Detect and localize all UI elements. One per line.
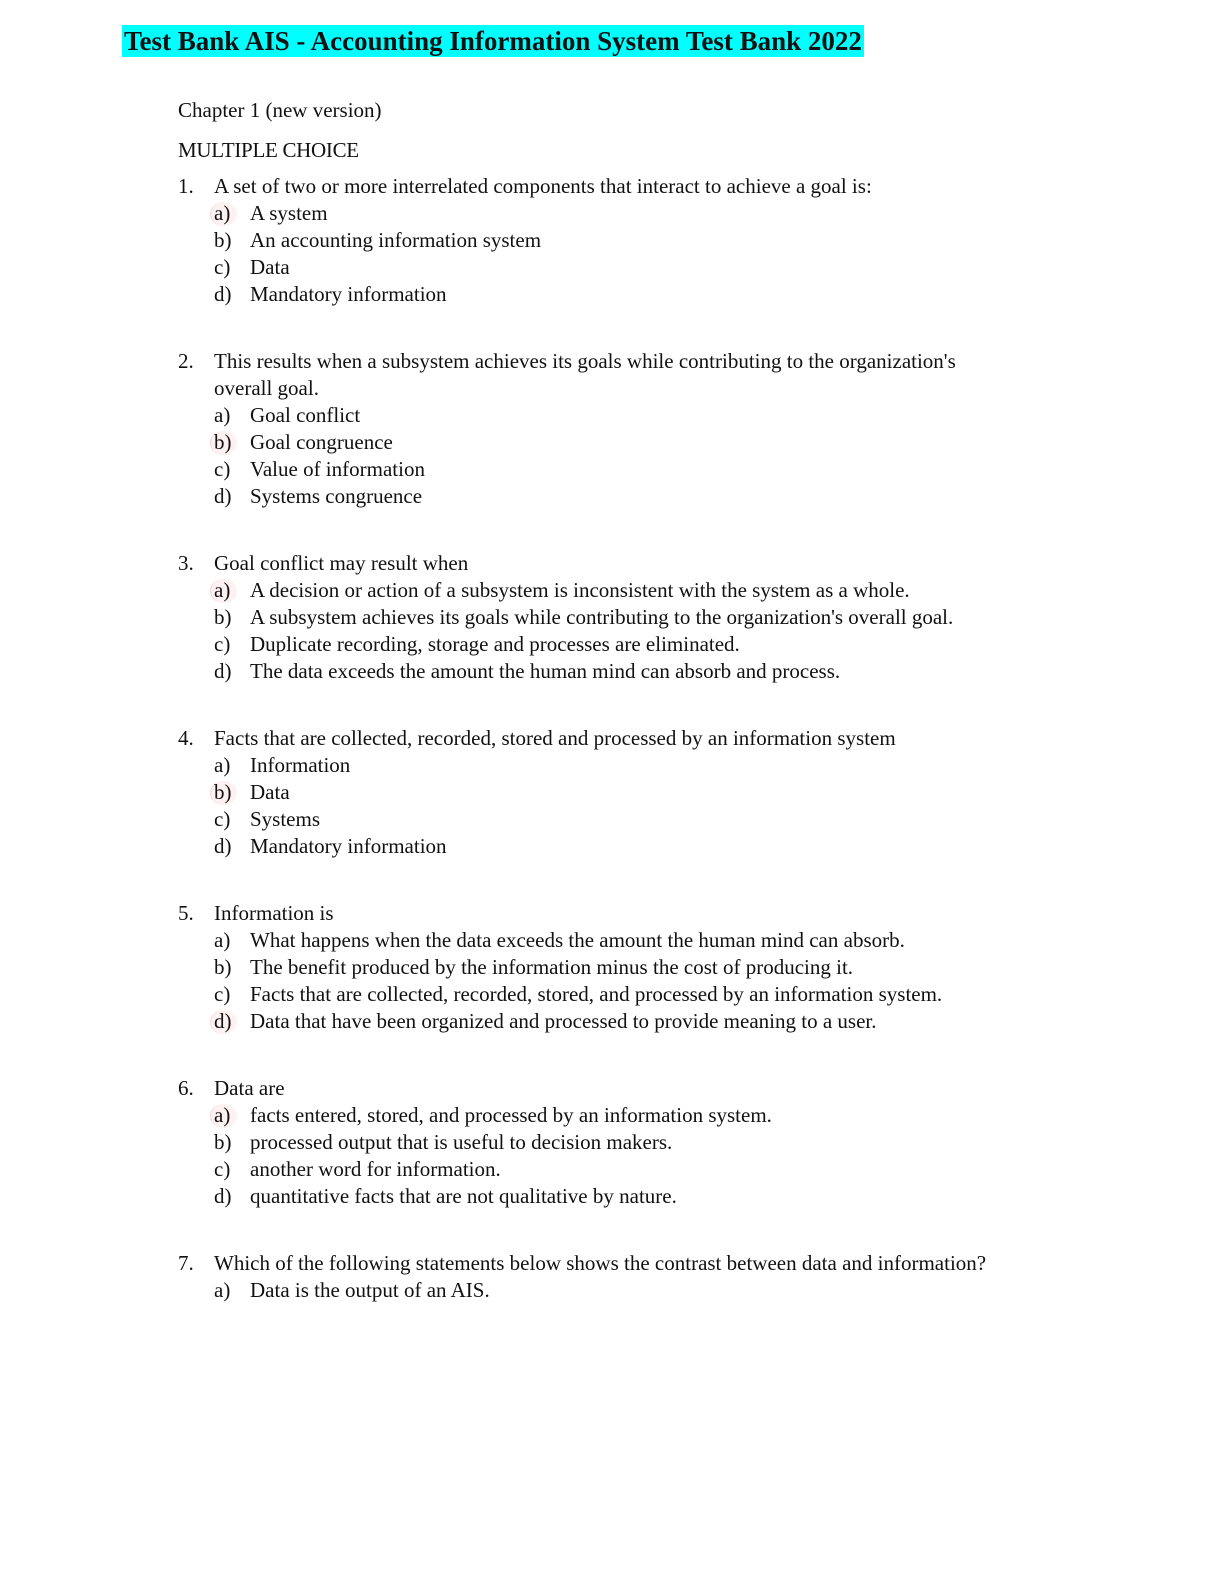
option-letter-box (214, 483, 250, 510)
option-letter: d) (214, 1009, 232, 1033)
answer-option (214, 833, 1078, 860)
option-letter-box (214, 1102, 250, 1129)
answer-option (214, 658, 1078, 685)
option-text: Facts that are collected, recorded, stored, and processed by an information system. (250, 982, 943, 1006)
option-text: What happens when the data exceeds the amount the human mind can absorb. (250, 928, 905, 952)
option-text: Duplicate recording, storage and processes are eliminated. (250, 632, 740, 656)
question-stem (178, 900, 1078, 927)
option-list (214, 402, 1078, 510)
document-body (178, 95, 1078, 1344)
answer-option (214, 429, 1078, 456)
option-text: Goal congruence (250, 430, 393, 454)
question-stem (178, 1250, 1078, 1277)
option-letter: d) (214, 1184, 232, 1208)
option-text: A subsystem achieves its goals while contributing to the organization's overall goal. (250, 605, 954, 629)
option-list (214, 927, 1078, 1035)
question-number: 6. (178, 1076, 194, 1100)
question-stem (178, 725, 1078, 752)
answer-option (214, 200, 1078, 227)
option-letter-box (214, 254, 250, 281)
option-list (214, 1277, 1078, 1304)
option-list (214, 200, 1078, 308)
option-text: Mandatory information (250, 834, 447, 858)
option-letter-box (214, 779, 250, 806)
option-letter: a) (214, 578, 231, 602)
question-text: Facts that are collected, recorded, stored and processed by an information system (214, 726, 896, 750)
option-text: quantitative facts that are not qualitative by nature. (250, 1184, 677, 1208)
option-letter-box (214, 227, 250, 254)
question-number: 7. (178, 1251, 194, 1275)
answer-option (214, 604, 1078, 631)
option-letter-box (214, 806, 250, 833)
option-text: facts entered, stored, and processed by an information system. (250, 1103, 772, 1127)
option-letter: c) (214, 982, 231, 1006)
option-letter-box (214, 577, 250, 604)
option-text: The benefit produced by the information minus the cost of producing it. (250, 955, 854, 979)
option-list (214, 1102, 1078, 1210)
chapter-heading: Chapter 1 (new version) (178, 98, 382, 122)
option-text: another word for information. (250, 1157, 501, 1181)
question-list (178, 173, 1078, 1304)
option-letter-box (214, 456, 250, 483)
question-stem (178, 173, 1078, 200)
section-heading: MULTIPLE CHOICE (178, 138, 359, 162)
option-text: A decision or action of a subsystem is inconsistent with the system as a whole. (250, 578, 910, 602)
option-letter-box (214, 752, 250, 779)
question-number: 5. (178, 901, 194, 925)
option-text: An accounting information system (250, 228, 542, 252)
option-text: Data that have been organized and processed to provide meaning to a user. (250, 1009, 877, 1033)
option-letter: c) (214, 807, 231, 831)
option-letter: a) (214, 1278, 231, 1302)
question-item (178, 725, 1078, 860)
answer-option (214, 227, 1078, 254)
option-text: Data is the output of an AIS. (250, 1278, 490, 1302)
option-letter-box (214, 1156, 250, 1183)
option-letter: b) (214, 955, 232, 979)
option-letter: d) (214, 484, 232, 508)
option-letter-box (214, 927, 250, 954)
option-letter: d) (214, 659, 232, 683)
option-letter: d) (214, 282, 232, 306)
option-letter: b) (214, 605, 232, 629)
option-letter: b) (214, 780, 232, 804)
answer-option (214, 1129, 1078, 1156)
option-letter: d) (214, 834, 232, 858)
option-letter-box (214, 631, 250, 658)
question-text: Data are (214, 1076, 285, 1100)
answer-option (214, 779, 1078, 806)
answer-option (214, 752, 1078, 779)
question-text: Goal conflict may result when (214, 551, 469, 575)
option-text: Data (250, 255, 290, 279)
question-item (178, 348, 1078, 510)
option-list (214, 577, 1078, 685)
option-letter-box (214, 1183, 250, 1210)
option-letter-box (214, 200, 250, 227)
option-letter-box (214, 604, 250, 631)
answer-option (214, 483, 1078, 510)
option-letter: c) (214, 1157, 231, 1181)
option-letter: c) (214, 255, 231, 279)
option-letter: b) (214, 228, 232, 252)
answer-option (214, 806, 1078, 833)
option-text: Data (250, 780, 290, 804)
option-text: Value of information (250, 457, 425, 481)
answer-option (214, 456, 1078, 483)
option-letter: a) (214, 403, 231, 427)
option-letter: b) (214, 430, 232, 454)
option-letter-box (214, 1129, 250, 1156)
question-item (178, 1250, 1078, 1304)
option-letter-box (214, 954, 250, 981)
option-letter-box (214, 281, 250, 308)
answer-option (214, 1277, 1078, 1304)
option-letter: a) (214, 753, 231, 777)
option-letter: b) (214, 1130, 232, 1154)
option-text: Information (250, 753, 351, 777)
answer-option (214, 577, 1078, 604)
answer-option (214, 402, 1078, 429)
option-letter-box (214, 429, 250, 456)
option-letter-box (214, 833, 250, 860)
question-number: 2. (178, 349, 194, 373)
option-letter: a) (214, 201, 231, 225)
question-text: A set of two or more interrelated components that interact to achieve a goal is: (214, 174, 872, 198)
option-text: Mandatory information (250, 282, 447, 306)
option-text: Systems (250, 807, 321, 831)
question-number: 3. (178, 551, 194, 575)
option-letter-box (214, 1277, 250, 1304)
option-text: processed output that is useful to decision makers. (250, 1130, 673, 1154)
option-text: A system (250, 201, 328, 225)
answer-option (214, 927, 1078, 954)
option-text: Goal conflict (250, 403, 361, 427)
question-item (178, 1075, 1078, 1210)
question-stem (178, 1075, 1078, 1102)
question-text: Which of the following statements below shows the contrast between data and information? (214, 1251, 987, 1275)
option-list (214, 752, 1078, 860)
question-stem (178, 348, 1078, 402)
answer-option (214, 1156, 1078, 1183)
option-letter: c) (214, 457, 231, 481)
question-stem (178, 550, 1078, 577)
question-text: This results when a subsystem achieves its goals while contributing to the organization's overall goal. (214, 349, 956, 400)
question-number: 1. (178, 174, 194, 198)
question-item (178, 900, 1078, 1035)
option-text: Systems congruence (250, 484, 423, 508)
answer-option (214, 1183, 1078, 1210)
question-item (178, 550, 1078, 685)
option-letter: c) (214, 632, 231, 656)
question-item (178, 173, 1078, 308)
option-letter: a) (214, 1103, 231, 1127)
answer-option (214, 631, 1078, 658)
option-letter-box (214, 981, 250, 1008)
option-text: The data exceeds the amount the human mind can absorb and process. (250, 659, 841, 683)
answer-option (214, 281, 1078, 308)
answer-option (214, 1008, 1078, 1035)
answer-option (214, 254, 1078, 281)
option-letter-box (214, 658, 250, 685)
option-letter-box (214, 1008, 250, 1035)
option-letter-box (214, 402, 250, 429)
question-text: Information is (214, 901, 334, 925)
answer-option (214, 981, 1078, 1008)
answer-option (214, 954, 1078, 981)
page-title: Test Bank AIS - Accounting Information System Test Bank 2022 (124, 26, 862, 56)
option-letter: a) (214, 928, 231, 952)
question-number: 4. (178, 726, 194, 750)
answer-option (214, 1102, 1078, 1129)
